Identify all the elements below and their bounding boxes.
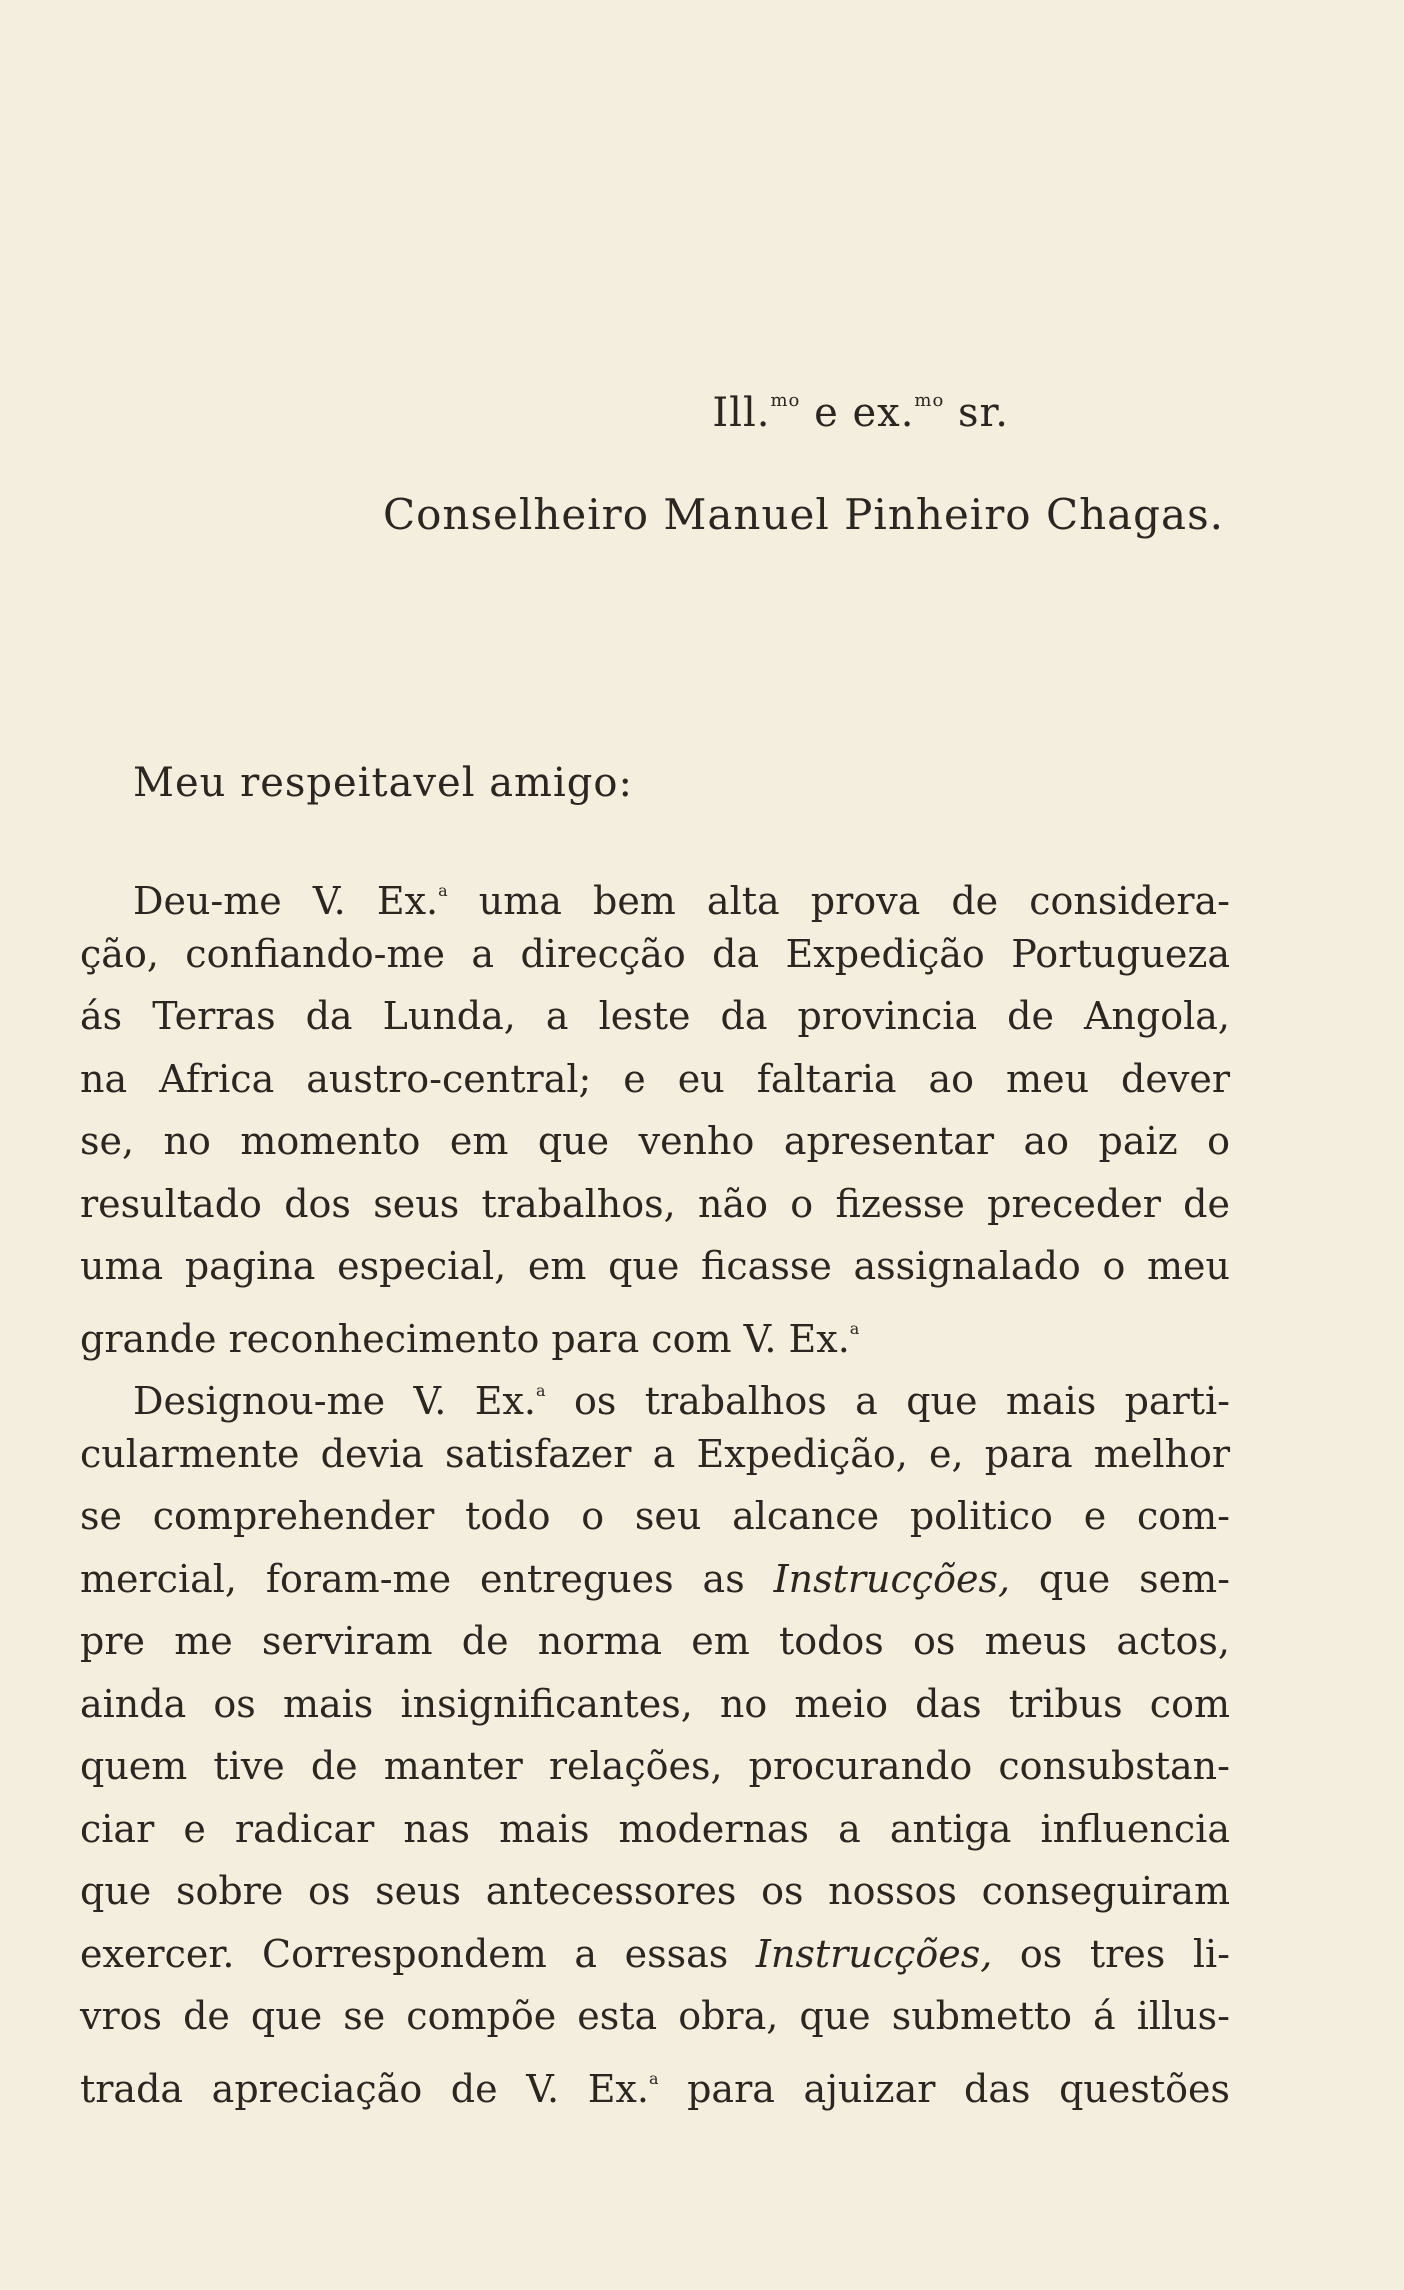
body-line: se comprehender todo o seu alcance politico e com- (80, 1494, 1230, 1538)
salutation-heading (712, 390, 1009, 436)
body-line: mercial, foram-me entregues as Instrucções, que sem- (80, 1556, 1230, 1601)
body-line: que sobre os seus antecessores os nossos conseguiram (80, 1869, 1230, 1913)
body-line: se, no momento em que venho apresentar ao paiz o (80, 1119, 1230, 1163)
greeting-line: Meu respeitavel amigo: (133, 760, 633, 806)
body-line: grande reconhecimento para com V. Ex.$^a$ (80, 1316, 860, 1361)
body-line: uma pagina especial, em que ficasse assignalado o meu (80, 1244, 1230, 1288)
salutation-end: sr. (944, 390, 1009, 436)
body-line: exercer. Correspondem a essas Instrucções, os tres li- (80, 1931, 1231, 1976)
salutation-sup-1: mo (770, 390, 801, 411)
body-line: cularmente devia satisfazer a Expedição, e, para melhor (80, 1431, 1230, 1476)
body-line: vros de que se compõe esta obra, que submetto á illus- (80, 1994, 1230, 2038)
body-line: ciar e radicar nas mais modernas a antiga influencia (80, 1806, 1230, 1851)
body-line: na Africa austro-central; e eu faltaria ao meu dever (80, 1056, 1230, 1101)
body-line: Deu-me V. Ex.$^a$ uma bem alta prova de considera- (133, 879, 1230, 923)
body-line: ção, confiando-me a direcção da Expedição Portugueza (80, 931, 1230, 976)
body-line: pre me serviram de norma em todos os meus actos, (80, 1619, 1230, 1663)
body-line: resultado dos seus trabalhos, não o fizesse preceder de (80, 1181, 1230, 1226)
recipient-name: Conselheiro Manuel Pinheiro Chagas. (383, 490, 1224, 539)
salutation-sup-2: mo (914, 390, 945, 411)
body-line: quem tive de manter relações, procurando consubstan- (80, 1744, 1230, 1788)
salutation-mid: e ex. (800, 390, 915, 436)
body-line: ainda os mais insignificantes, no meio das tribus com (80, 1681, 1230, 1726)
body-line: Designou-me V. Ex.$^a$ os trabalhos a que mais parti- (133, 1379, 1230, 1423)
body-line: trada apreciação de V. Ex.$^a$ para ajuizar das questões (80, 2066, 1230, 2111)
salutation-ill: Ill. (712, 390, 771, 436)
letter-body (80, 860, 1230, 2110)
body-line: ás Terras da Lunda, a leste da provincia de Angola, (80, 994, 1230, 1038)
